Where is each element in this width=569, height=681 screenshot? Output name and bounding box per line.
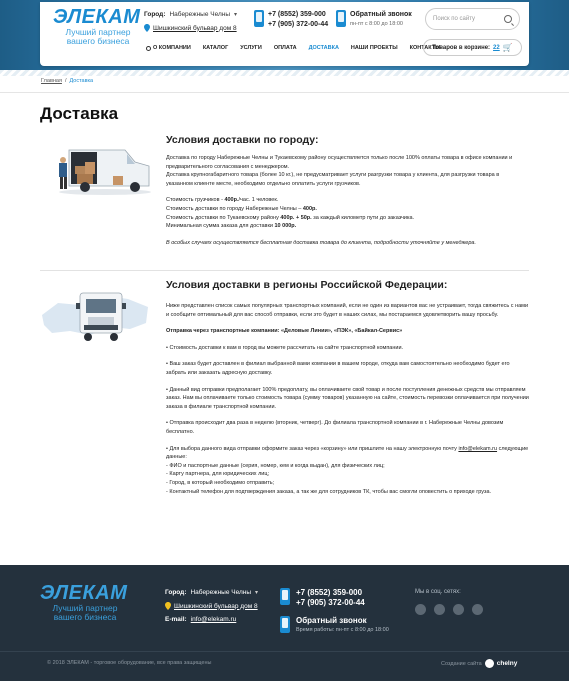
header [40, 2, 529, 66]
phone-icon [336, 10, 346, 27]
nav-item-services[interactable] [234, 42, 268, 54]
phone-block [254, 10, 328, 30]
map-pin-icon [165, 602, 171, 610]
address-link[interactable]: Шишкинский бульвар дом 8 [174, 602, 258, 610]
phone-icon [280, 616, 290, 633]
chelny-logo-icon [485, 659, 494, 668]
phone-icon [254, 10, 264, 27]
instagram-icon[interactable] [472, 604, 483, 615]
cart-count: 22 [493, 44, 500, 51]
phone-number[interactable]: +7 (905) 372-00-44 [268, 21, 329, 28]
footer-city [165, 589, 258, 623]
city-selector [144, 11, 237, 32]
note: В особых случаях осуществляется бесплатная доставка товара до клиента, подробности уточняйте у менеджера. [166, 239, 477, 246]
home-icon [146, 46, 151, 51]
cart-button[interactable] [423, 39, 522, 56]
breadcrumb-separator: / [64, 78, 67, 84]
facebook-icon[interactable] [434, 604, 445, 615]
copyright: © 2018 ЭЛЕКАМ - торговое оборудование, все права защищены [47, 660, 212, 666]
section-heading-city: Условия доставки по городу: [166, 134, 319, 146]
section-divider [40, 270, 529, 271]
bullet: • Для выбора данного вида отправки оформите заказ через «корзину» или пришлите на нашу электронную почту info@elekam.ru следующие данные: [166, 445, 529, 461]
phone-icon [280, 588, 290, 605]
logo-word: ЭЛЕКАМ [40, 582, 128, 604]
callback-block[interactable] [336, 10, 412, 28]
search-icon[interactable] [504, 15, 512, 23]
van-illustration [55, 140, 153, 196]
callback-button[interactable]: Обратный звонок [296, 616, 367, 625]
section-body-city [166, 154, 526, 247]
vk-icon[interactable] [415, 604, 426, 615]
page-title: Доставка [40, 104, 119, 123]
nav-item-catalog[interactable] [197, 42, 234, 54]
search-input[interactable] [425, 8, 520, 30]
nav-label: ДОСТАВКА [308, 45, 339, 51]
map-pin-icon [144, 24, 150, 32]
nav-item-about[interactable] [140, 42, 197, 54]
cart-icon: 🛒 [502, 43, 513, 52]
divider [0, 92, 569, 93]
logo-word: ЭЛЕКАМ [53, 6, 141, 28]
phone-number[interactable]: +7 (8552) 359-000 [268, 11, 326, 18]
search-placeholder: Поиск по сайту [433, 16, 476, 22]
truck-illustration [40, 285, 152, 353]
city-dropdown[interactable]: Набережные Челны [190, 589, 252, 596]
main-nav [140, 42, 446, 54]
developer-credit[interactable] [441, 659, 517, 668]
list-item: - ФИО и паспортные данные (серия, номер, кем и когда выдан), для физических лиц; [166, 462, 385, 469]
list-item: - Контактный телефон для подтверждения заказа, а так же для сотрудников ТК, чтобы вас смогли оповестить о приходе груза. [166, 488, 492, 495]
paragraph: Доставка по городу Набережные Челны и Тукаевскому району осуществляется только после 100% оплаты товара в офисе компании и предварительного согласования с менеджером. [166, 155, 513, 170]
chevron-down-icon[interactable]: ▾ [255, 590, 259, 596]
companies-line: Отправка через транспортные компании: «Деловые Линии», «ПЭК», «Байкал-Сервис» [166, 328, 403, 335]
decorative-stripe [0, 70, 569, 76]
paragraph: Доставка крупногабаритного товара (более 10 кг.), не предусматривает услуги разгрузки товара у клиента, для разгрузки товара в указанном клиенте месте, необходимо отдельно оплатить услуги грузчиков. [166, 172, 500, 187]
nav-item-delivery[interactable] [303, 42, 345, 54]
nav-item-payment[interactable] [268, 42, 303, 54]
callback-hours: Время работы: пн-пт с 8:00 до 18:00 [296, 627, 389, 633]
address-link[interactable]: Шишкинский бульвар дом 8 [153, 24, 237, 32]
bullet: • Отправка происходит два раза в неделю (вторник, четверг). До филиала транспортной компании в г. Набережные Челны довозим бесплатно. [166, 420, 504, 435]
city-label: Город: [165, 589, 187, 596]
bullet: • Данный вид отправки предполагает 100% предоплату, вы оплачиваете свой товар и после поступления денежных средств мы отправляем заказ. Нам вы оплачиваете только стоимость товара (сумму товаров) указанную на сайте, стоимость перевозки оплачивается при получении заказа в филиале транспортной компании. [166, 386, 529, 410]
footer [0, 565, 569, 681]
telegram-icon[interactable] [453, 604, 464, 615]
logo-tagline: Лучший партнер вашего бизнеса [65, 27, 131, 46]
section-body-regions [166, 302, 530, 496]
nav-label: ОПЛАТА [273, 45, 297, 51]
bullet: • Ваш заказ будет доставлен в филиал выбранной вами компании в вашем городе, откуда вам самостоятельно необходимо будет его забрать или заказать адресную доставку. [166, 361, 510, 376]
made-by-label: Создание сайта [441, 660, 482, 667]
logo-tagline: Лучший партнер вашего бизнеса [52, 603, 118, 622]
nav-label: КАТАЛОГ [202, 45, 229, 51]
email-link[interactable]: info@elekam.ru [458, 445, 498, 452]
price-line: Стоимость доставки по городу Набережные Челны – 400р. [166, 205, 317, 212]
callback-hours: пн-пт с 8:00 до 18:00 [350, 21, 403, 27]
footer-phones [280, 588, 389, 635]
phone-number[interactable]: +7 (905) 372-00-44 [296, 598, 365, 607]
breadcrumb-current: Доставка [69, 78, 94, 84]
chevron-down-icon[interactable]: ▾ [234, 12, 238, 18]
email-link[interactable]: info@elekam.ru [190, 616, 237, 623]
list-item: - Город, в который необходимо отправить; [166, 479, 275, 486]
breadcrumb [41, 78, 93, 84]
nav-label: О КОМПАНИИ [153, 45, 191, 51]
nav-item-projects[interactable] [345, 42, 404, 54]
phone-number[interactable]: +7 (8552) 359-000 [296, 588, 363, 597]
city-dropdown[interactable]: Набережные Челны [169, 11, 231, 18]
bullet: • Стоимость доставки к вам в город вы можете рассчитать на сайте транспортной компании. [166, 344, 404, 351]
cart-label: Товаров в корзине: [432, 44, 491, 51]
nav-label: НАШИ ПРОЕКТЫ [350, 45, 398, 51]
paragraph: Ниже представлен список самых популярных транспортных компаний, если не один из вариантов вас не устраивает, тогда свяжитесь с нами и сообщите оптимальный для вас способ отправки, если это будет в наших силах, мы постараемся удовлетворить вашу просьбу. [166, 303, 529, 318]
footer-divider [0, 651, 569, 652]
logo[interactable] [53, 7, 143, 46]
callback-button[interactable]: Обратный звонок [350, 11, 412, 18]
social-block [415, 589, 483, 615]
nav-label: КОНТАКТЫ [409, 45, 441, 51]
footer-logo[interactable] [40, 583, 130, 622]
city-label: Город: [144, 11, 166, 18]
price-line: Стоимость доставки по Тукаевскому району 400р. + 50р. за каждый километр пути до заказчика. [166, 214, 415, 221]
made-by-brand: chelny [496, 660, 518, 667]
social-title: Мы в соц. сетях: [415, 589, 461, 595]
nav-label: УСЛУГИ [240, 45, 262, 51]
price-line: Стоимость грузчиков - 400р./час. 1 человек. [166, 197, 279, 204]
email-label: E-mail: [165, 616, 187, 623]
breadcrumb-home[interactable]: Главная [41, 78, 62, 84]
list-item: - Карту партнера, для юридических лиц; [166, 471, 270, 478]
price-line: Минимальная сумма заказа для доставки 10 000р. [166, 223, 297, 230]
section-heading-regions: Условия доставки в регионы Российской Федерации: [166, 279, 448, 291]
